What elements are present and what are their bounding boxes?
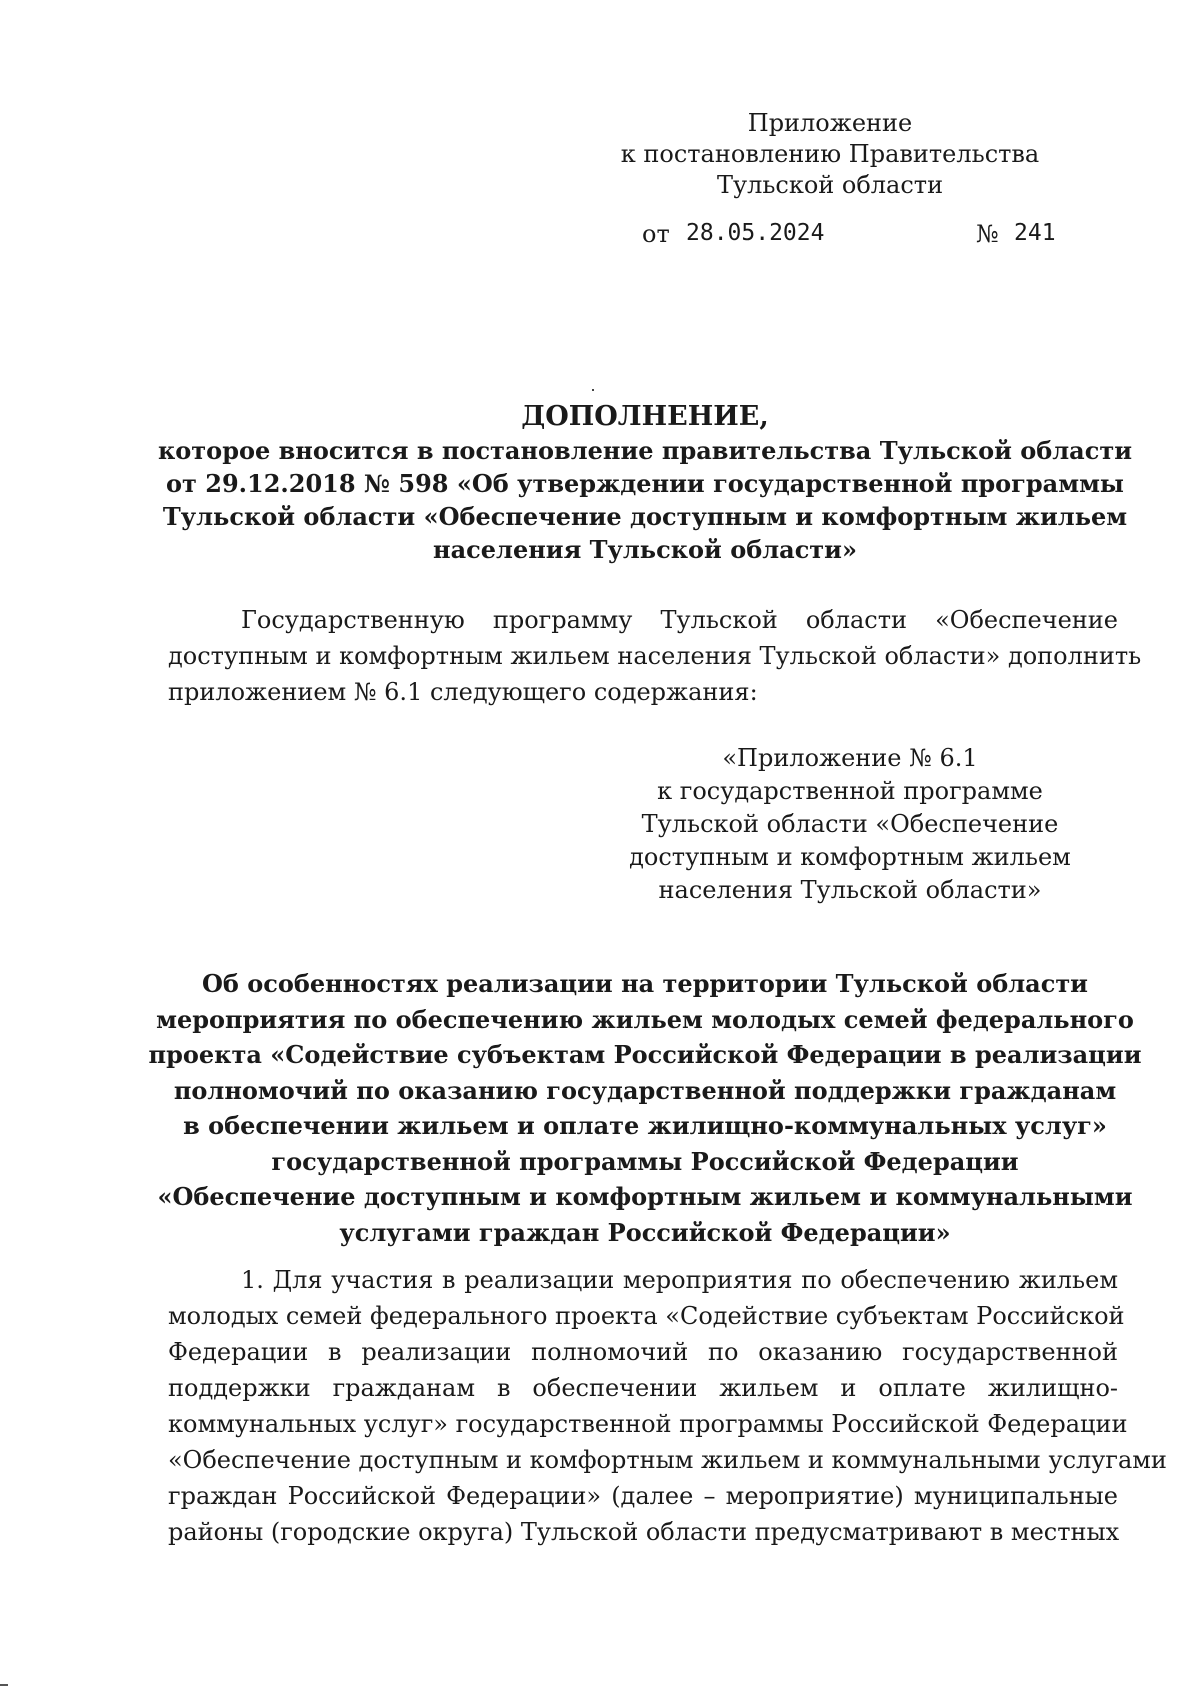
section-title-line: услугами граждан Российской Федерации»: [339, 1217, 951, 1247]
section-title-line: мероприятия по обеспечению жильем молодых семей федерального: [156, 1004, 1134, 1034]
approval-line-1: Приложение: [747, 109, 913, 137]
subheading-line: которое вносится в постановление правительства Тульской области: [157, 436, 1133, 465]
paragraph-line: Государственную программу Тульской области «Обеспечение: [241, 606, 1118, 634]
paragraph-line: приложением № 6.1 следующего содержания:: [168, 678, 758, 706]
intro-paragraph: [168, 602, 1142, 710]
paragraph-line: 1. Для участия в реализации мероприятия по обеспечению жильем: [241, 1266, 1118, 1294]
appendix-line: Тульской области «Обеспечение: [641, 810, 1059, 838]
paragraph-line: доступным и комфортным жильем населения Тульской области» дополнить: [168, 642, 1142, 670]
section-title-line: полномочий по оказанию государственной поддержки гражданам: [173, 1075, 1117, 1105]
document-date: 28.05.2024: [686, 220, 825, 246]
number-sign: №: [976, 220, 999, 248]
appendix-header: [620, 742, 1080, 907]
document-heading: ДОПОЛНЕНИЕ,: [521, 401, 769, 432]
subheading-line: населения Тульской области»: [433, 535, 857, 564]
section-title: [120, 966, 1170, 1250]
paragraph-line: граждан Российской Федерации» (далее – мероприятие) муниципальные: [168, 1482, 1118, 1510]
appendix-line: «Приложение № 6.1: [722, 744, 978, 772]
section-title-line: «Обеспечение доступным и комфортным жильем и коммунальными: [157, 1182, 1133, 1211]
subheading-line: Тульской области «Обеспечение доступным и комфортным жильем: [162, 502, 1128, 531]
subheading-line: от 29.12.2018 № 598 «Об утверждении государственной программы: [166, 469, 1124, 498]
section-title-line: государственной программы Российской Федерации: [271, 1146, 1019, 1176]
date-prefix: от: [642, 220, 670, 248]
document-number: 241: [1014, 220, 1056, 246]
paragraph-line: молодых семей федерального проекта «Содействие субъектам Российской: [168, 1302, 1125, 1330]
approval-block: [600, 108, 1060, 201]
paragraph-line: коммунальных услуг» государственной программы Российской Федерации: [168, 1410, 1128, 1438]
paragraph-line: поддержки гражданам в обеспечении жильем и оплате жилищно-: [168, 1374, 1118, 1402]
appendix-line: доступным и комфортным жильем: [629, 843, 1071, 871]
approval-line-2: к постановлению Правительства: [620, 140, 1040, 168]
document-subheading: [120, 434, 1170, 566]
scan-dot: [592, 389, 594, 391]
section-title-line: Об особенностях реализации на территории Тульской области: [202, 969, 1088, 998]
appendix-line: к государственной программе: [657, 777, 1043, 805]
paragraph-line: районы (городские округа) Тульской области предусматривают в местных: [168, 1518, 1120, 1546]
clause-1-paragraph: [168, 1262, 1167, 1550]
paragraph-line: Федерации в реализации полномочий по оказанию государственной: [168, 1338, 1118, 1366]
scan-edge-mark: [0, 1684, 8, 1686]
paragraph-line: «Обеспечение доступным и комфортным жильем и коммунальными услугами: [168, 1446, 1167, 1474]
section-title-line: в обеспечении жильем и оплате жилищно-коммунальных услуг»: [183, 1111, 1107, 1140]
approval-line-3: Тульской области: [716, 171, 944, 199]
section-title-line: проекта «Содействие субъектам Российской Федерации в реализации: [148, 1040, 1142, 1069]
appendix-line: населения Тульской области»: [658, 876, 1042, 904]
